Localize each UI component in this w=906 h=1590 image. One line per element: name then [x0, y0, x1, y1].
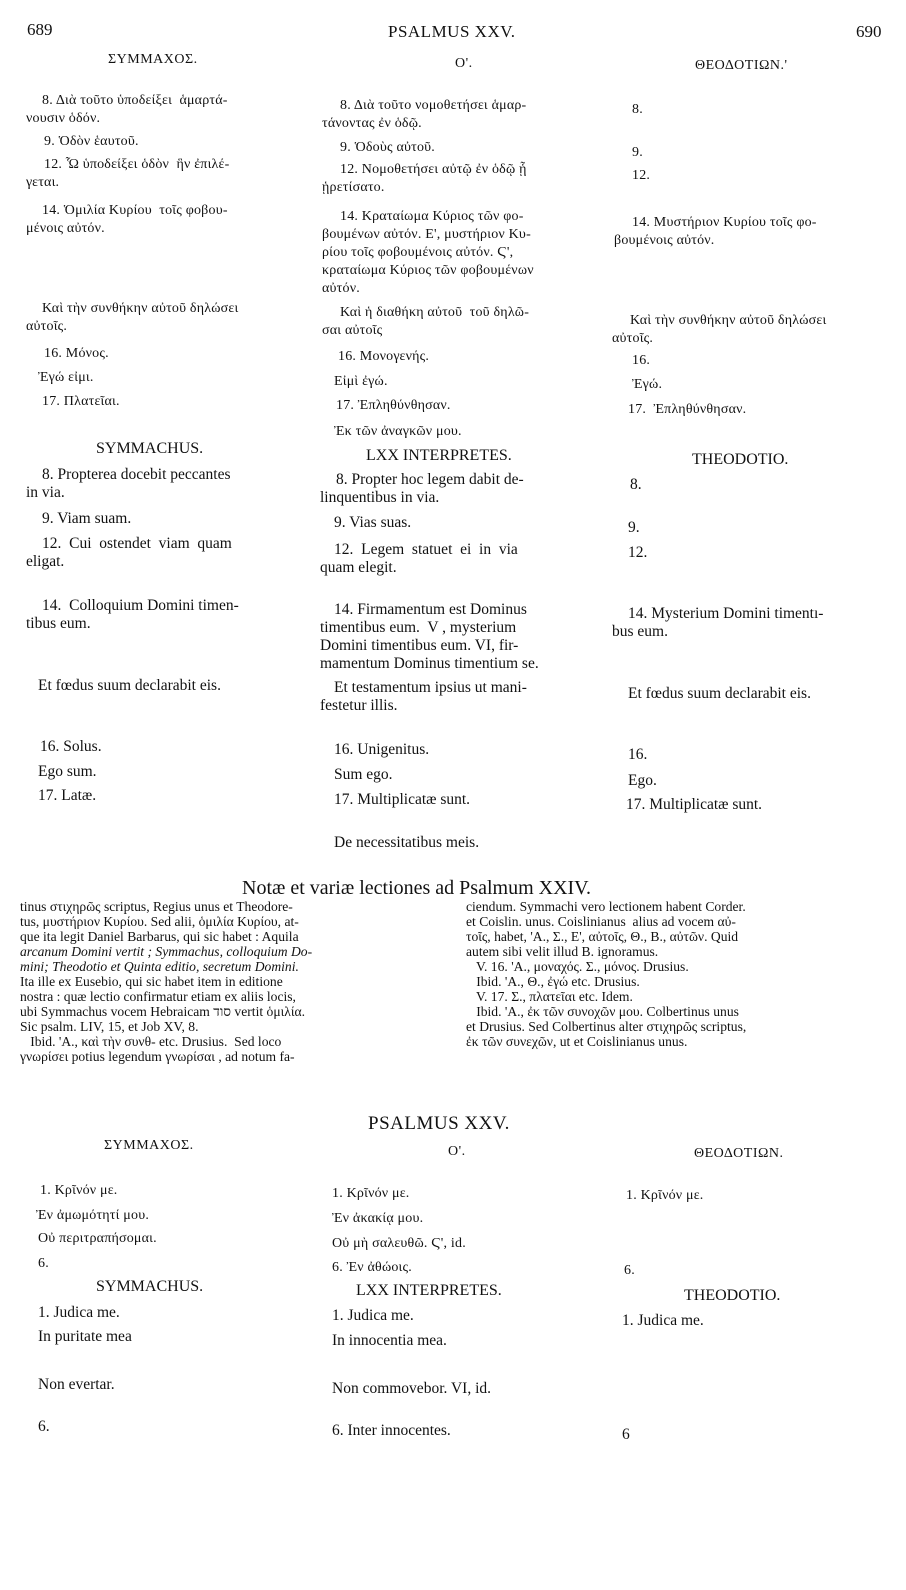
- text-line: 16.: [628, 746, 648, 763]
- text-line: 17. Latæ.: [38, 787, 97, 804]
- text-line: 8.: [632, 102, 643, 117]
- text-line: 14. Firmamentum est Dominus: [334, 601, 527, 618]
- text-line: 1. Judica me.: [38, 1304, 120, 1321]
- header-lxx-latin: LXX INTERPRETES.: [366, 447, 512, 464]
- text-line: βουμένων αὐτόν. Ε', μυστήριον Κυ-: [322, 227, 531, 242]
- text-line: tibus eum.: [26, 615, 91, 632]
- text-line: 9.: [628, 519, 640, 536]
- text-line: 12. Legem statuet ei in via: [334, 541, 518, 558]
- text-line: 9. Ὁδοὺς αὐτοῦ.: [340, 140, 435, 155]
- text-line: bus eum.: [612, 623, 668, 640]
- text-line: βουμένοις αὐτόν.: [614, 233, 715, 248]
- note-line: que ita legit Daniel Barbarus, qui sic habet : Aquila: [20, 929, 299, 944]
- text-line: 6.: [624, 1263, 635, 1278]
- text-line: Ἐν ἀμωμότητί μου.: [36, 1208, 150, 1223]
- note-line: Ibid. 'Α., καὶ τὴν συνθ- etc. Drusius. Sed loco: [20, 1034, 282, 1049]
- text-line: σαι αὐτοῖς: [322, 323, 383, 338]
- text-line: 16. Μόνος.: [44, 346, 109, 361]
- text-line: 17. Multiplicatæ sunt.: [626, 796, 763, 813]
- text-line: 8. Propter hoc legem dabit de-: [336, 471, 524, 488]
- text-line: 12.: [632, 168, 651, 183]
- psalm25-header-theodotion-greek: ΘΕΟΔΟΤΙΩΝ.: [694, 1146, 784, 1161]
- text-line: 16.: [632, 353, 651, 368]
- note-line: autem sibi velit illud B. ignoramus.: [466, 944, 659, 959]
- text-line: 1. Judica me.: [332, 1307, 414, 1324]
- text-line: 14. Ὁμιλία Κυρίου τοῖς φοβου-: [42, 203, 228, 218]
- text-line: 9. Vias suas.: [334, 514, 412, 531]
- note-line: et Drusius. Sed Colbertinus alter στιχηρῶς scriptus,: [466, 1019, 747, 1034]
- text-line: ᾑρετίσατο.: [322, 180, 385, 195]
- text-line: κραταίωμα Κύριος τῶν φοβουμένων: [322, 263, 534, 278]
- page-number-right: 690: [856, 22, 882, 41]
- note-line: nostra : quæ lectio confirmatur etiam ex aliis locis,: [20, 989, 296, 1004]
- text-line: Domini timentibus eum. VI, fir-: [320, 637, 519, 654]
- text-line: Ἐν ἀκακίᾳ μου.: [332, 1211, 424, 1226]
- text-line: Ego sum.: [38, 763, 97, 780]
- text-line: τάνοντας ἐν ὁδῷ.: [322, 116, 422, 131]
- text-line: νουσιν ὁδόν.: [26, 111, 101, 126]
- psalm25-title: PSALMUS XXV.: [368, 1113, 510, 1134]
- note-line: tinus στιχηρῶς scriptus, Regius unus et Theodore-: [20, 899, 293, 914]
- header-theodotion-greek: ΘΕΟΔΟΤΙΩΝ.': [695, 58, 788, 73]
- text-line: Καὶ τὴν συνθήκην αὐτοῦ δηλώσει: [42, 301, 239, 316]
- note-line: mini; Theodotio et Quinta editio, secretum Domini.: [20, 959, 299, 974]
- text-line: 17. Ἐπληθύνθησαν.: [336, 398, 451, 413]
- text-line: 14. Colloquium Domini timen-: [42, 597, 239, 614]
- text-line: Sum ego.: [334, 766, 393, 783]
- text-line: Et fœdus suum declarabit eis.: [628, 685, 811, 702]
- text-line: Et testamentum ipsius ut mani-: [334, 679, 527, 696]
- text-line: Εἰμὶ ἐγώ.: [334, 374, 388, 389]
- text-line: 8. Propterea docebit peccantes: [42, 466, 231, 483]
- text-line: In puritate mea: [38, 1328, 132, 1345]
- text-line: 6.: [38, 1256, 49, 1271]
- text-line: 8. Διὰ τοῦτο νομοθετήσει ἁμαρ-: [340, 98, 527, 113]
- text-line: 16. Μονογενής.: [338, 349, 430, 364]
- header-theodotion-latin: THEODOTIO.: [692, 451, 789, 468]
- note-line: ἐκ τῶν συνεχῶν, ut et Coislinianus unus.: [466, 1034, 688, 1049]
- note-line: γνωρίσει potius legendum γνωρίσαι , ad notum fa-: [20, 1049, 295, 1064]
- text-line: 6.: [38, 1418, 50, 1435]
- text-line: 14. Μυστήριον Κυρίου τοῖς φο-: [632, 215, 817, 230]
- text-line: in via.: [26, 484, 65, 501]
- text-line: 12. Cui ostendet viam quam: [42, 535, 232, 552]
- text-line: 17. Multiplicatæ sunt.: [334, 791, 471, 808]
- text-line: 1. Κρῖνόν με.: [332, 1186, 410, 1201]
- header-lxx-greek: Ο'.: [455, 56, 473, 71]
- header-symmachus-greek: ΣΥΜΜΑΧΟΣ.: [108, 52, 198, 67]
- text-line: De necessitatibus meis.: [334, 834, 480, 851]
- text-line: 1. Κρῖνόν με.: [40, 1183, 118, 1198]
- text-line: festetur illis.: [320, 697, 398, 714]
- page-title: PSALMUS XXV.: [388, 22, 516, 41]
- note-line: Ibid. 'Α., Θ., ἐγώ etc. Drusius.: [466, 974, 640, 989]
- psalm25-header-symmachus-latin: SYMMACHUS.: [96, 1278, 204, 1295]
- text-line: 12. Ὧ ὑποδείξει ὁδὸν ἣν ἐπιλέ-: [44, 157, 230, 172]
- text-line: 1. Judica me.: [622, 1312, 704, 1329]
- text-line: 17. Ἐπληθύνθησαν.: [628, 402, 747, 417]
- text-line: Ἐγώ.: [632, 377, 663, 392]
- text-line: 8.: [630, 476, 642, 493]
- note-line: V. 17. Σ., πλατεῖαι etc. Idem.: [466, 989, 633, 1004]
- text-line: Et fœdus suum declarabit eis.: [38, 677, 221, 694]
- text-line: In innocentia mea.: [332, 1332, 447, 1349]
- text-line: timentibus eum. V , mysterium: [320, 619, 517, 636]
- note-line: et Coislin. unus. Coislinianus alius ad vocem αὐ-: [466, 914, 736, 929]
- text-line: 6. Inter innocentes.: [332, 1422, 451, 1439]
- text-line: Οὐ μὴ σαλευθῶ. Ϛ', id.: [332, 1236, 466, 1251]
- text-line: 16. Solus.: [40, 738, 102, 755]
- text-line: 8. Διὰ τοῦτο ὑποδείξει ἁμαρτά-: [42, 93, 228, 108]
- text-line: αὐτοῖς.: [612, 331, 654, 346]
- note-line: ubi Symmachus vocem Hebraicam סוד vertit ὁμιλία.: [20, 1004, 306, 1019]
- text-line: 16. Unigenitus.: [334, 741, 430, 758]
- text-line: linquentibus in via.: [320, 489, 440, 506]
- psalm25-header-symmachus-greek: ΣΥΜΜΑΧΟΣ.: [104, 1138, 194, 1153]
- note-line: tus, μυστήριον Κυρίου. Sed alii, ὁμιλία Κυρίου, at-: [20, 914, 299, 929]
- note-line: Sic psalm. LIV, 15, et Job XV, 8.: [20, 1019, 199, 1034]
- text-line: 17. Πλατεῖαι.: [42, 394, 120, 409]
- text-line: αὐτόν.: [322, 281, 360, 296]
- text-line: 6: [622, 1426, 630, 1443]
- note-line: ciendum. Symmachi vero lectionem habent Corder.: [466, 899, 746, 914]
- text-line: Καὶ τὴν συνθήκην αὐτοῦ δηλώσει: [630, 313, 827, 328]
- text-line: 9. Viam suam.: [42, 510, 132, 527]
- text-line: eligat.: [26, 553, 65, 570]
- text-line: γεται.: [26, 175, 60, 190]
- text-line: Ἐγώ εἰμι.: [38, 370, 94, 385]
- text-line: 12. Νομοθετήσει αὐτῷ ἐν ὁδῷ ᾗ: [340, 162, 527, 177]
- text-line: Οὐ περιτραπήσομαι.: [38, 1231, 157, 1246]
- text-line: quam elegit.: [320, 559, 397, 576]
- text-line: 9.: [632, 145, 643, 160]
- text-line: mamentum Dominus timentium se.: [320, 655, 539, 672]
- psalm25-header-lxx-latin: LXX INTERPRETES.: [356, 1282, 502, 1299]
- text-line: 14. Mysterium Domini timentı-: [628, 605, 824, 622]
- psalm25-header-theodotion-latin: THEODOTIO.: [684, 1287, 781, 1304]
- text-line: Ego.: [628, 772, 657, 789]
- text-line: 14. Κραταίωμα Κύριος τῶν φο-: [340, 209, 524, 224]
- text-line: Non commovebor. VI, id.: [332, 1380, 492, 1397]
- note-line: τοῖς, habet, 'Α., Σ., Ε', αὐτοῖς, Θ., Β., αὐτῶν. Quid: [466, 929, 739, 944]
- note-line: V. 16. 'Α., μοναχός. Σ., μόνος. Drusius.: [466, 959, 689, 974]
- note-line: arcanum Domini vertit ; Symmachus, colloquium Do-: [20, 944, 313, 959]
- text-line: Καὶ ἡ διαθήκη αὐτοῦ τοῦ δηλῶ-: [340, 305, 530, 320]
- notes-title: Notæ et variæ lectiones ad Psalmum XXIV.: [242, 877, 592, 899]
- text-line: 12.: [628, 544, 648, 561]
- text-line: Ἐκ τῶν ἀναγκῶν μου.: [334, 424, 462, 439]
- page-number-left: 689: [27, 20, 53, 39]
- text-line: 9. Ὁδὸν ἑαυτοῦ.: [44, 134, 139, 149]
- text-line: μένοις αὐτόν.: [26, 221, 105, 236]
- text-line: αὐτοῖς.: [26, 319, 68, 334]
- text-line: 6. Ἐν ἀθώοις.: [332, 1260, 412, 1275]
- header-symmachus-latin: SYMMACHUS.: [96, 440, 204, 457]
- note-line: Ibid. 'Α., ἐκ τῶν συνοχῶν μου. Colbertinus unus: [466, 1004, 739, 1019]
- text-line: 1. Κρῖνόν με.: [626, 1188, 704, 1203]
- text-line: ρίου τοῖς φοβουμένοις αὐτόν. Ϛ',: [322, 245, 514, 260]
- note-line: Ita ille ex Eusebio, qui sic habet item in editione: [20, 974, 283, 989]
- psalm25-header-lxx-greek: Ο'.: [448, 1144, 466, 1159]
- text-line: Non evertar.: [38, 1376, 115, 1393]
